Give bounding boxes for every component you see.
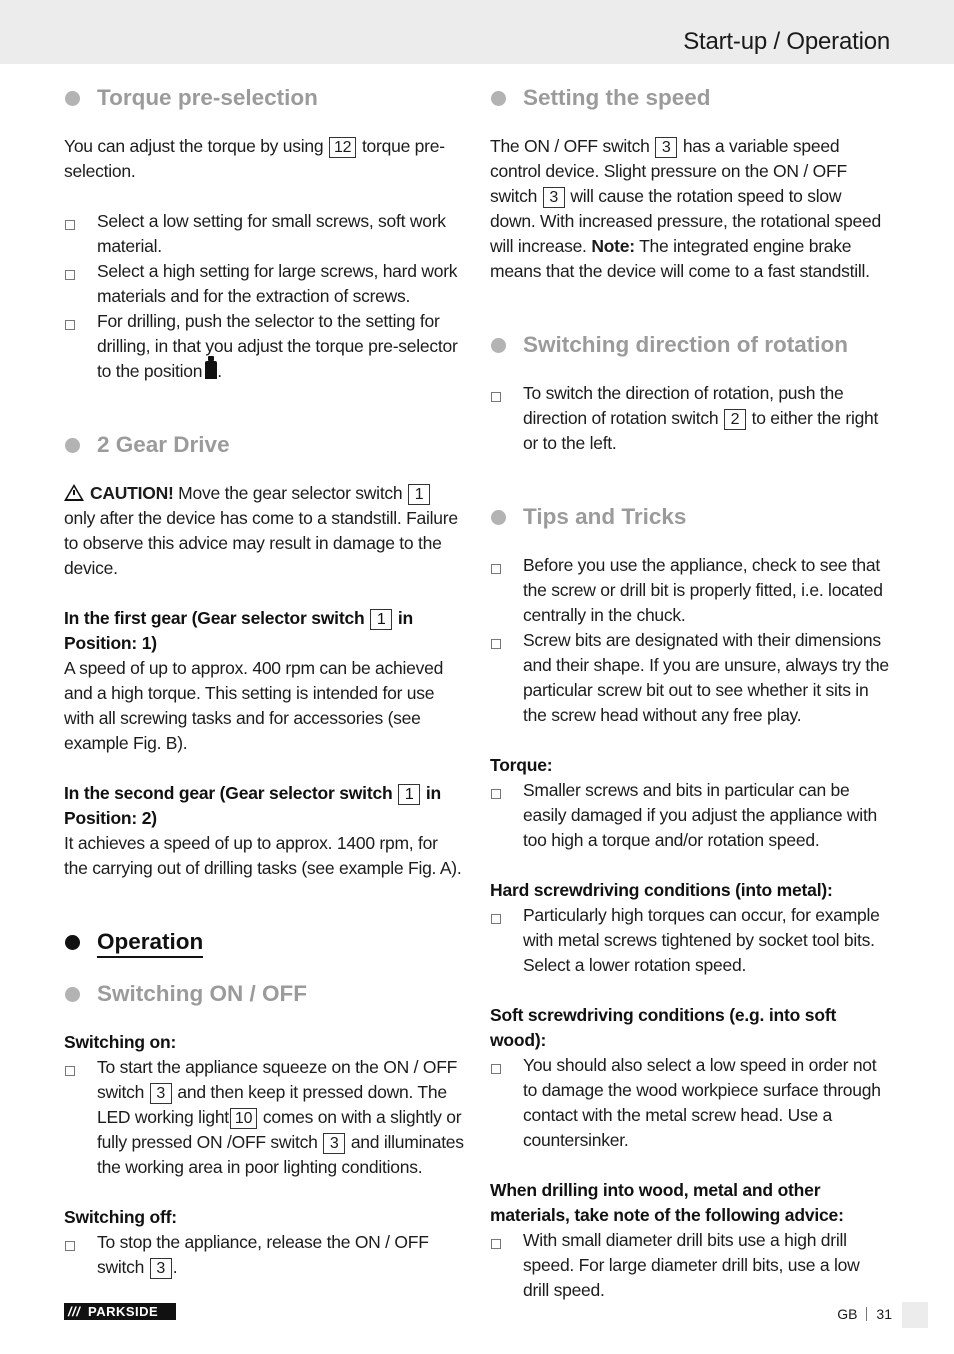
text: To switch the direction of rotation, push the direction of rotation switch: [523, 383, 844, 428]
spacer: [490, 284, 890, 329]
text: and then keep it pressed down. The LED working light: [97, 1082, 447, 1127]
text: For drilling, push the selector to the setting for drilling, in that you adjust the torque pre-selector to the position: [97, 311, 458, 381]
hard-conditions-list: [490, 903, 890, 978]
warning-icon: [64, 484, 84, 501]
text: and illuminates the working area in poor lighting conditions.: [97, 1132, 464, 1177]
drill-symbol-icon: [205, 361, 217, 379]
second-gear-heading: [64, 781, 464, 831]
first-gear-heading: [64, 606, 464, 656]
note-label: Note:: [591, 236, 635, 256]
part-ref-3: 3: [543, 187, 565, 208]
spacer: [64, 1180, 464, 1205]
text: has a variable speed control device. Slight pressure on the ON / OFF switch: [490, 136, 847, 206]
text: will cause the rotation speed to slow down. With increased pressure, the rotational speed will increase.: [490, 186, 881, 256]
spacer: [490, 728, 890, 753]
list-item: Smaller screws and bits in particular can be easily damaged if you adjust the appliance with too high a torque and/or rotation speed.: [490, 778, 890, 853]
heading-direction-rotation: [490, 329, 890, 361]
spacer: [64, 881, 464, 926]
text: torque pre-selection.: [64, 136, 445, 181]
part-ref-3: 3: [150, 1083, 172, 1104]
list-item: Particularly high torques can occur, for example with metal screws tightened by socket tool bits. Select a lower rotation speed.: [490, 903, 890, 978]
brand-text: PARKSIDE: [88, 1304, 159, 1319]
heading-text: Torque pre-selection: [97, 85, 318, 110]
left-column: [64, 82, 464, 1280]
spacer: [64, 756, 464, 781]
text: in Position: 1): [64, 608, 413, 653]
text: .: [217, 361, 222, 381]
language-code: GB: [837, 1306, 858, 1322]
bullet-dot-icon: [65, 438, 80, 453]
text: In the second gear (Gear selector switch: [64, 783, 393, 803]
heading-setting-speed: [490, 82, 890, 114]
text: Move the gear selector switch: [178, 483, 403, 503]
text: You can adjust the torque by using: [64, 136, 324, 156]
bullet-dot-icon: [65, 91, 80, 106]
list-item: [490, 381, 890, 456]
page-number-value: 31: [876, 1306, 892, 1322]
torque-intro: [64, 134, 464, 184]
page-header: [0, 0, 954, 64]
speed-text: [490, 134, 890, 284]
text: To start the appliance squeeze on the ON / OFF switch: [97, 1057, 458, 1102]
part-ref-1: 1: [408, 484, 430, 505]
text: The ON / OFF switch: [490, 136, 650, 156]
drilling-heading: When drilling into wood, metal and other materials, take note of the following advice:: [490, 1180, 844, 1225]
soft-conditions-heading: Soft screwdriving conditions (e.g. into soft wood):: [490, 1005, 837, 1050]
list-item: You should also select a low speed in order not to damage the wood workpiece surface through contact with the metal screw head. Use a countersinker.: [490, 1053, 890, 1153]
spacer: [490, 456, 890, 501]
heading-tips-tricks: [490, 501, 890, 533]
caution-text: [64, 481, 464, 581]
part-ref-12: 12: [329, 137, 356, 158]
text: To stop the appliance, release the ON / OFF switch: [97, 1232, 429, 1277]
heading-text: Tips and Tricks: [523, 504, 687, 529]
spacer: [64, 581, 464, 606]
torque-heading: Torque:: [490, 755, 553, 775]
list-item: Screw bits are designated with their dimensions and their shape. If you are unsure, always try the particular screw bit out to see whether it sits in the screw head without any free play.: [490, 628, 890, 728]
tips-list: [490, 553, 890, 728]
spacer: [490, 1153, 890, 1178]
spacer: [64, 184, 464, 209]
parkside-logo: [64, 1303, 176, 1320]
caution-label: CAUTION!: [90, 483, 174, 503]
page-tab-box: [902, 1302, 928, 1328]
part-ref-3: 3: [655, 137, 677, 158]
list-item: Select a low setting for small screws, soft work material.: [64, 209, 464, 259]
text: to either the right or to the left.: [523, 408, 879, 453]
logo-stripes-icon: ///: [68, 1304, 81, 1319]
right-column: [490, 82, 890, 1303]
list-item: [64, 1230, 464, 1280]
bullet-dot-icon: [491, 91, 506, 106]
page-title: Start-up / Operation: [683, 28, 890, 55]
part-ref-2: 2: [724, 409, 746, 430]
part-ref-3: 3: [150, 1258, 172, 1279]
spacer: [490, 853, 890, 878]
part-ref-1: 1: [398, 784, 420, 805]
text: In the first gear (Gear selector switch: [64, 608, 365, 628]
bullet-dot-icon: [491, 338, 506, 353]
heading-switching-on-off: [64, 978, 464, 1010]
text: comes on with a slightly or fully pressed ON /OFF switch: [97, 1107, 462, 1152]
switching-off-heading: Switching off:: [64, 1207, 177, 1227]
first-gear-text: A speed of up to approx. 400 rpm can be achieved and a high torque. This setting is intended for use with all screwing tasks and for accessories (see example Fig. B).: [64, 658, 444, 753]
part-ref-3: 3: [323, 1133, 345, 1154]
part-ref-1: 1: [370, 609, 392, 630]
heading-operation: [64, 926, 464, 958]
text: only after the device has come to a standstill. Failure to observe this advice may result in damage to the device.: [64, 508, 458, 578]
text: in Position: 2): [64, 783, 441, 828]
switching-off-list: [64, 1230, 464, 1280]
list-item: Before you use the appliance, check to see that the screw or drill bit is properly fitted, i.e. located centrally in the chuck.: [490, 553, 890, 628]
list-item: Select a high setting for large screws, hard work materials and for the extraction of screws.: [64, 259, 464, 309]
soft-conditions-list: [490, 1053, 890, 1153]
bullet-dot-icon: [65, 935, 80, 950]
heading-text: Switching direction of rotation: [523, 332, 848, 357]
text: The integrated engine brake means that the device will come to a fast standstill.: [490, 236, 870, 281]
page-number: [837, 1306, 892, 1322]
direction-list: [490, 381, 890, 456]
switching-on-list: [64, 1055, 464, 1180]
heading-text: Operation: [97, 929, 203, 958]
spacer: [490, 978, 890, 1003]
hard-conditions-heading: Hard screwdriving conditions (into metal):: [490, 880, 833, 900]
heading-gear-drive: [64, 429, 464, 461]
heading-text: Switching ON / OFF: [97, 981, 307, 1006]
text: .: [172, 1257, 178, 1277]
heading-text: 2 Gear Drive: [97, 432, 230, 457]
divider: [866, 1307, 867, 1321]
spacer: [64, 384, 464, 429]
torque-list: [64, 209, 464, 384]
heading-text: Setting the speed: [523, 85, 711, 110]
drilling-list: [490, 1228, 890, 1303]
heading-torque-preselection: [64, 82, 464, 114]
bullet-dot-icon: [65, 987, 80, 1002]
list-item: [64, 1055, 464, 1180]
switching-on-heading: Switching on:: [64, 1032, 177, 1052]
part-ref-10: 10: [230, 1108, 257, 1129]
torque-tips-list: [490, 778, 890, 853]
bullet-dot-icon: [491, 510, 506, 525]
second-gear-text: It achieves a speed of up to approx. 1400 rpm, for the carrying out of drilling tasks (see example Fig. A).: [64, 833, 462, 878]
list-item: [64, 309, 464, 384]
list-item: With small diameter drill bits use a high drill speed. For large diameter drill bits, use a low drill speed.: [490, 1228, 890, 1303]
